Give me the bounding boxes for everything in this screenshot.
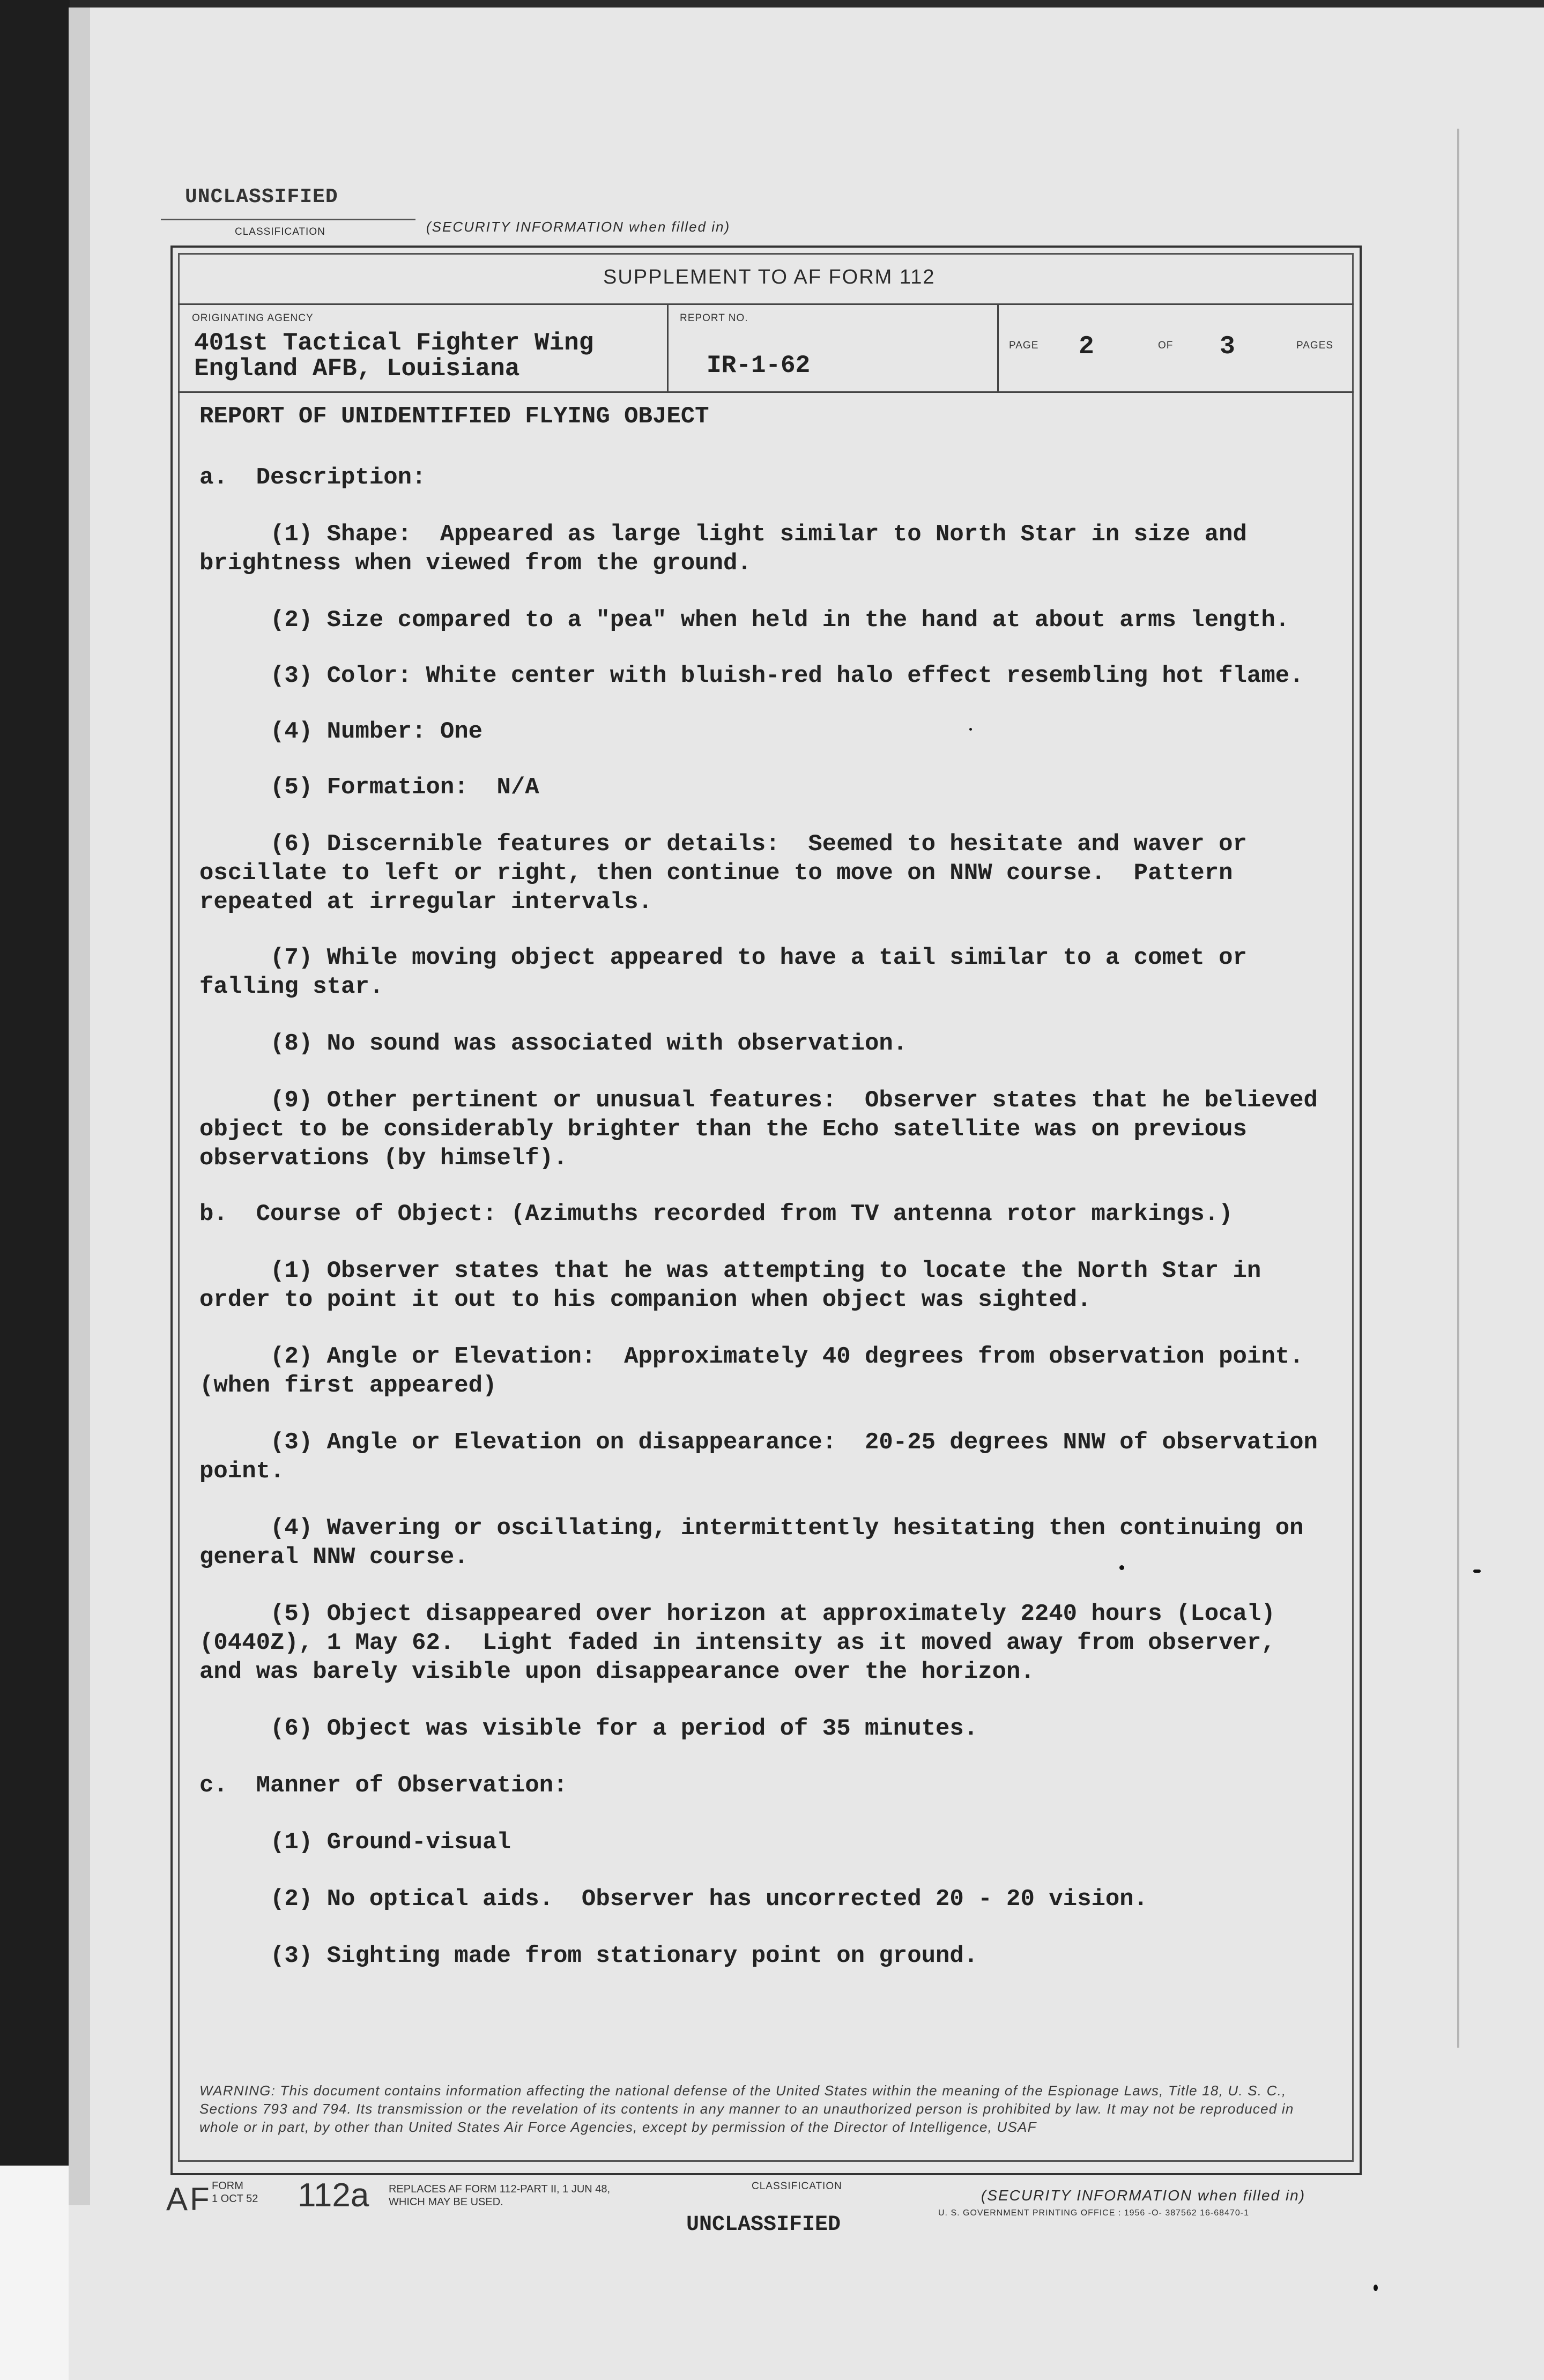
- report-line: observations (by himself).: [199, 1145, 568, 1172]
- form-inner-border-left: [178, 253, 180, 2161]
- footer-replaces-note: [389, 2183, 610, 2208]
- report-line: (9) Other pertinent or unusual features: Observer states that he believed: [199, 1087, 1318, 1114]
- report-line: (when first appeared): [199, 1372, 497, 1399]
- section-c-heading: c. Manner of Observation:: [199, 1772, 568, 1799]
- page-total: 3: [1220, 332, 1235, 361]
- report-line: object to be considerably brighter than the Echo satellite was on previous: [199, 1116, 1247, 1143]
- classification-rule: [161, 219, 415, 220]
- report-line: order to point it out to his companion when object was sighted.: [199, 1286, 1092, 1313]
- report-line: point.: [199, 1458, 285, 1485]
- report-line: (3) Angle or Elevation on disappearance: 20-25 degrees NNW of observation: [199, 1429, 1318, 1456]
- report-line: (7) While moving object appeared to have a tail similar to a comet or: [199, 944, 1247, 971]
- scan-speck: [1374, 2285, 1378, 2291]
- report-line: (5) Object disappeared over horizon at approximately 2240 hours (Local): [199, 1601, 1275, 1627]
- report-line: (1) Ground-visual: [199, 1829, 511, 1856]
- report-line: (2) Angle or Elevation: Approximately 40 degrees from observation point.: [199, 1343, 1304, 1370]
- footer-classification-label: CLASSIFICATION: [752, 2181, 842, 2192]
- agency-report-divider: [667, 304, 669, 391]
- agency-row-rule: [178, 391, 1354, 393]
- report-line: (1) Shape: Appeared as large light similar to North Star in size and: [199, 521, 1247, 548]
- report-line: (0440Z), 1 May 62. Light faded in intensity as it moved away from observer,: [199, 1630, 1275, 1656]
- form-title: SUPPLEMENT TO AF FORM 112: [603, 266, 936, 288]
- footer-replaces-line-1: REPLACES AF FORM 112-PART II, 1 JUN 48,: [389, 2183, 611, 2195]
- report-line: and was barely visible upon disappearance over the horizon.: [199, 1658, 1035, 1685]
- form-inner-border-top: [178, 253, 1354, 255]
- footer-form-label: [212, 2180, 258, 2205]
- pages-label: PAGES: [1296, 340, 1334, 351]
- report-line: general NNW course.: [199, 1544, 469, 1571]
- report-line: falling star.: [199, 973, 384, 1000]
- page-label: PAGE: [1009, 340, 1039, 351]
- scan-border-left-light: [0, 2166, 72, 2380]
- espionage-warning: WARNING: This document contains information affecting the national defense of the United States within the meaning of the Espionage Laws, Title 18, U. S. C., Sections 793 and 794. Its transmission or the revelation of its contents in any manner to an unauthorized person is prohibited by law. It may not be reproduced in whole or in part, by other than United States Air Force Agencies, except by permission of the Director of Intelligence, USAF: [199, 2082, 1294, 2135]
- footer-classification: UNCLASSIFIED: [686, 2213, 841, 2237]
- originating-agency-label: ORIGINATING AGENCY: [192, 313, 314, 324]
- of-label: OF: [1158, 340, 1174, 351]
- report-line: repeated at irregular intervals.: [199, 889, 652, 916]
- scan-speck: [1119, 1565, 1124, 1570]
- report-line: oscillate to left or right, then continue to move on NNW course. Pattern: [199, 860, 1233, 887]
- report-no-label: REPORT NO.: [680, 313, 748, 324]
- footer-security-note: (SECURITY INFORMATION when filled in): [981, 2187, 1306, 2204]
- page-fold-line: [1457, 129, 1459, 2048]
- report-line: (4) Wavering or oscillating, intermittently hesitating then continuing on: [199, 1515, 1304, 1542]
- section-b-heading: b. Course of Object: (Azimuths recorded from TV antenna rotor markings.): [199, 1201, 1233, 1228]
- report-line: (8) No sound was associated with observation.: [199, 1030, 908, 1057]
- header-classification-label: CLASSIFICATION: [235, 226, 325, 237]
- originating-agency-line-2: England AFB, Louisiana: [194, 355, 520, 383]
- title-rule: [178, 303, 1354, 305]
- report-line: (1) Observer states that he was attempting to locate the North Star in: [199, 1258, 1261, 1284]
- report-line: (5) Formation: N/A: [199, 774, 539, 801]
- page-edge-shadow: [69, 8, 90, 2205]
- scan-speck: [1473, 1570, 1481, 1573]
- header-security-note: (SECURITY INFORMATION when filled in): [426, 219, 731, 235]
- section-a-heading: a. Description:: [199, 464, 426, 491]
- footer-form-label-line-1: FORM: [212, 2180, 243, 2192]
- scan-border-left: [0, 0, 70, 2380]
- report-line: (6) Object was visible for a period of 35 minutes.: [199, 1715, 978, 1742]
- page-number: 2: [1079, 332, 1094, 361]
- footer-printing-office: U. S. GOVERNMENT PRINTING OFFICE : 1956 -O- 387562 16-68470-1: [938, 2208, 1249, 2218]
- scan-speck: [969, 728, 972, 731]
- report-number: IR-1-62: [707, 352, 811, 380]
- form-inner-border-right: [1352, 253, 1354, 2161]
- footer-form-label-line-2: 1 OCT 52: [212, 2193, 258, 2205]
- footer-af: AF: [166, 2181, 212, 2217]
- report-line: (3) Color: White center with bluish-red halo effect resembling hot flame.: [199, 663, 1304, 689]
- header-classification: UNCLASSIFIED: [185, 185, 338, 209]
- footer-replaces-line-2: WHICH MAY BE USED.: [389, 2196, 503, 2208]
- report-line: (2) No optical aids. Observer has uncorrected 20 - 20 vision.: [199, 1886, 1148, 1913]
- report-line: (4) Number: One: [199, 718, 483, 745]
- report-line: (3) Sighting made from stationary point on ground.: [199, 1943, 978, 1969]
- footer-form-number: 112a: [298, 2177, 369, 2214]
- report-page-divider: [997, 304, 999, 391]
- form-inner-border-bottom: [178, 2160, 1354, 2162]
- report-line: brightness when viewed from the ground.: [199, 550, 752, 577]
- report-line: (2) Size compared to a "pea" when held in the hand at about arms length.: [199, 607, 1290, 634]
- report-line: (6) Discernible features or details: Seemed to hesitate and waver or: [199, 831, 1247, 858]
- originating-agency-line-1: 401st Tactical Fighter Wing: [194, 329, 594, 357]
- report-title: REPORT OF UNIDENTIFIED FLYING OBJECT: [199, 403, 709, 430]
